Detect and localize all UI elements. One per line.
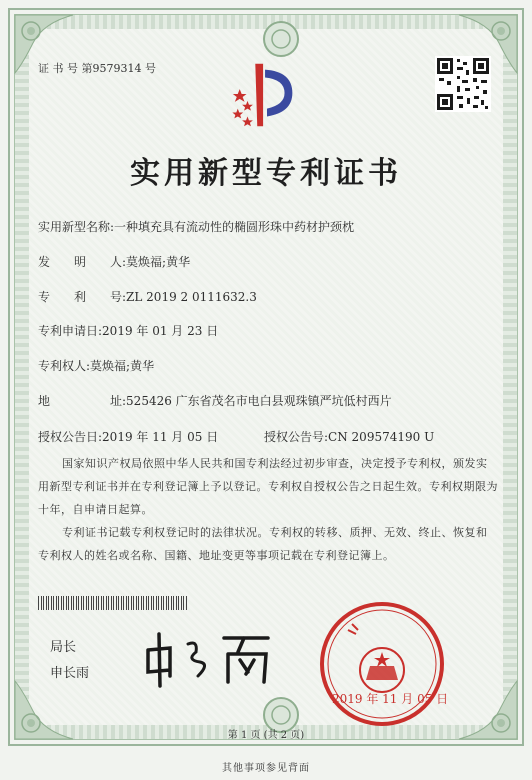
- certificate-number: 证 书 号 第9579314 号: [38, 62, 156, 75]
- handwritten-signature: [140, 626, 280, 690]
- signatory-title: 局长: [50, 640, 77, 655]
- official-seal-icon: [318, 600, 449, 728]
- patentee-label: 专利权人:: [38, 359, 91, 373]
- cnipa-logo-icon: [228, 56, 306, 134]
- filing-date-label: 专利申请日:: [38, 324, 103, 338]
- patent-number-value: ZL 2019 2 0111632.3: [126, 290, 257, 304]
- grant-row: [38, 428, 218, 445]
- frame-band-right: [503, 15, 517, 739]
- document-title: 实用新型专利证书: [130, 156, 402, 191]
- utility-model-name-row: [38, 218, 354, 235]
- address-value: 525426 广东省茂名市电白县观珠镇严坑低村西片: [126, 394, 392, 408]
- inventor-row: [38, 253, 190, 270]
- filing-date-value: 2019 年 01 月 23 日: [102, 324, 219, 338]
- utility-model-name-value: 一种填充具有流动性的椭圆形珠中药材护颈枕: [114, 220, 355, 234]
- footer-note: 其他事项参见背面: [222, 763, 310, 774]
- patentee-value: 莫焕福;黄华: [90, 359, 155, 373]
- top-medallion-icon: [261, 19, 301, 59]
- barcode: [38, 596, 188, 610]
- frame-band-left: [15, 15, 29, 739]
- utility-model-name-label: 实用新型名称:: [38, 220, 115, 234]
- body-paragraph: 国家知识产权局依照中华人民共和国专利法经过初步审查，决定授予专利权，颁发实用新型专利证书并在专利登记簿上予以登记。专利权自授权公告之日起生效。专利权期限为十年，自申请日起算。: [38, 457, 498, 516]
- inventor-value: 莫焕福;黄华: [126, 255, 191, 269]
- grant-number-label: 授权公告号:: [264, 430, 329, 444]
- patent-number-label: 专 利 号:: [38, 290, 127, 304]
- certificate-body: [38, 452, 498, 567]
- page-number: 第 1 页 (共 2 页): [227, 730, 305, 741]
- qr-code-icon: [435, 56, 491, 112]
- body-paragraph: 专利证书记载专利权登记时的法律状况。专利权的转移、质押、无效、终止、恢复和专利权人的姓名或名称、国籍、地址变更等事项记载在专利登记簿上。: [38, 526, 488, 562]
- patent-number-row: [38, 288, 257, 305]
- seal-date: 2019 年 11 月 05 日: [332, 692, 449, 706]
- signatory-name: 申长雨: [50, 666, 90, 681]
- grant-number-value: CN 209574190 U: [328, 430, 435, 444]
- patentee-row: [38, 357, 154, 374]
- address-row: [38, 392, 392, 409]
- grant-date-label: 授权公告日:: [38, 430, 103, 444]
- grant-date-value: 2019 年 11 月 05 日: [102, 430, 219, 444]
- inventor-label: 发 明 人:: [38, 255, 127, 269]
- address-label: 地 址:: [38, 394, 127, 408]
- filing-date-row: [38, 322, 218, 339]
- grant-number-row: [264, 428, 434, 445]
